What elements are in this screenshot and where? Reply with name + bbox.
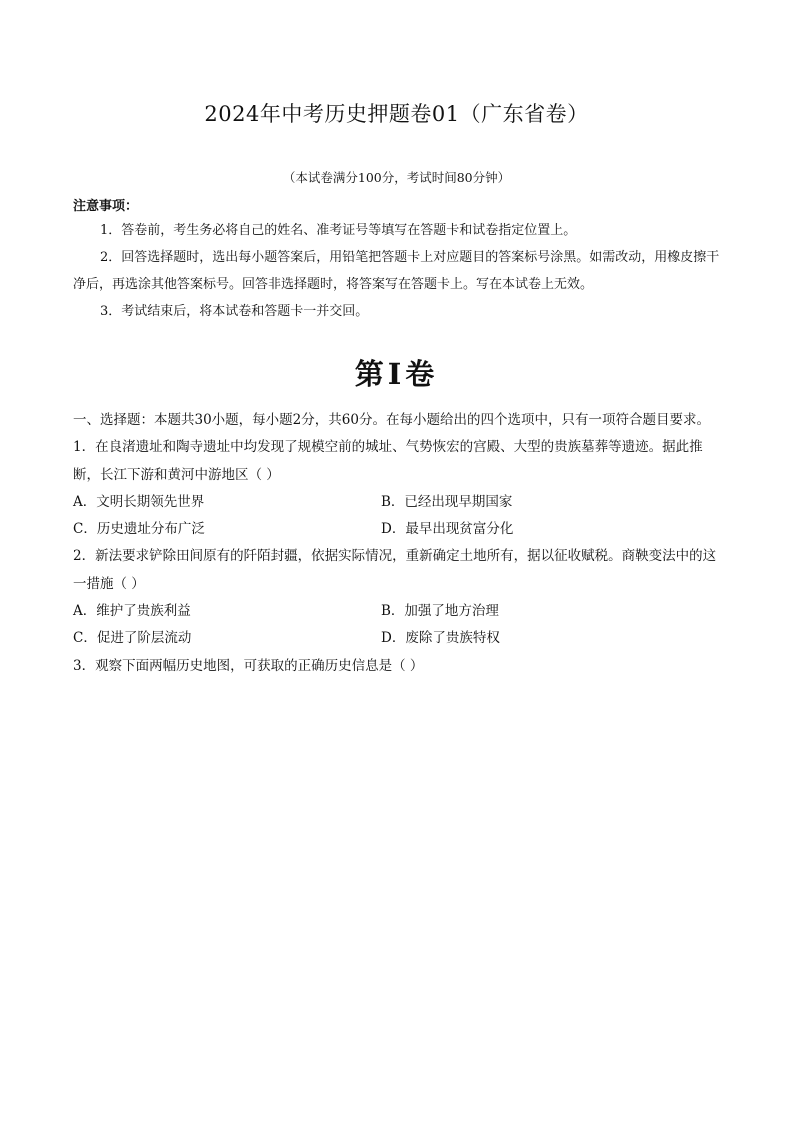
option-d: D．废除了贵族特权 (381, 630, 500, 647)
question-stem: 2．新法要求铲除田间原有的阡陌封疆，依据实际情况，重新确定土地所有，据以征收赋税。商鞅变法中的这一措施（ ） (73, 548, 717, 592)
question-3 (73, 653, 723, 680)
option-a: A．维护了贵族利益 (73, 603, 191, 620)
notice-item-1: 1．答卷前，考生务必将自己的姓名、准考证号等填写在答题卡和试卷指定位置上。 (100, 223, 577, 238)
option-a: A．文明长期领先世界 (73, 493, 205, 510)
option-c: C．促进了阶层流动 (73, 630, 192, 647)
option-b: B．加强了地方治理 (381, 603, 499, 620)
question-stem: 1．在良渚遗址和陶寺遗址中均发现了规模空前的城址、气势恢宏的宫殿、大型的贵族墓葬等遗迹。据此推断，长江下游和黄河中游地区（ ） (73, 439, 703, 483)
option-d: D．最早出现贫富分化 (381, 521, 514, 538)
part-intro: 一、选择题：本题共30小题，每小题2分，共60分。在每小题给出的四个选项中，只有一项符合题目要求。 (73, 412, 710, 428)
question-2 (73, 543, 723, 652)
question-1 (73, 434, 723, 543)
notice-item-3: 3．考试结束后，将本试卷和答题卡一并交回。 (100, 304, 369, 319)
exam-subtitle: （本试卷满分100分，考试时间80分钟） (282, 170, 511, 185)
notice-list (73, 217, 723, 325)
question-block (73, 407, 723, 680)
exam-title: 2024年中考历史押题卷01（广东省卷） (204, 102, 589, 126)
question-stem: 3．观察下面两幅历史地图，可获取的正确历史信息是（ ） (73, 657, 424, 674)
notice-heading: 注意事项： (73, 199, 139, 214)
option-b: B．已经出现早期国家 (381, 493, 513, 510)
section-title: 第I卷 (354, 357, 439, 391)
option-c: C．历史遗址分布广泛 (73, 521, 205, 538)
notice-item-2: 2．回答选择题时，选出每小题答案后，用铅笔把答题卡上对应题目的答案标号涂黑。如需改动，用橡皮擦干净后，再选涂其他答案标号。回答非选择题时，将答案写在答题卡上。写在本试卷上无效。 (73, 250, 720, 292)
